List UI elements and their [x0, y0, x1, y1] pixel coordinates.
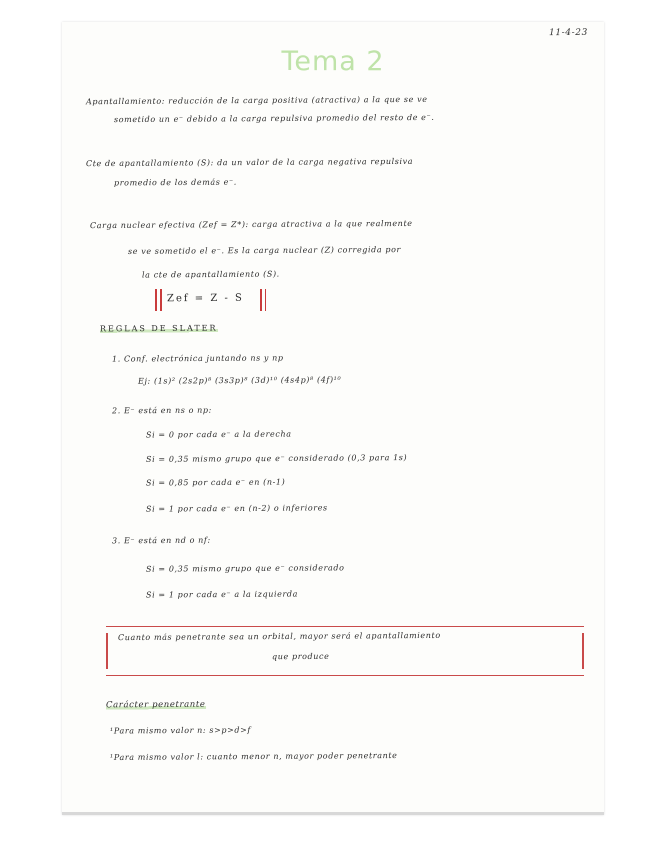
slater-rules-heading: REGLAS DE SLATER [99, 323, 218, 334]
slater-rule-2-d: Si = 1 por cada e⁻ en (n-2) o inferiores [145, 503, 328, 514]
penetrating-rule-same-n: ¹Para mismo valor n: s>p>d>f [109, 725, 252, 736]
apantallamiento-definition-line-1: Apantallamiento: reducción de la carga positiva (atractiva) a la que se ve [85, 94, 428, 107]
slater-rule-3-a: Si = 0,35 mismo grupo que e⁻ considerado [145, 563, 345, 574]
slater-rule-3-b: Si = 1 por cada e⁻ a la izquierda [145, 589, 299, 600]
slater-rule-2-b: Si = 0,35 mismo grupo que e⁻ considerado (0,3 para 1s) [145, 453, 408, 464]
penetrating-rule-same-l: ¹Para mismo valor l: cuanto menor n, mayor poder penetrante [109, 750, 398, 763]
penetration-note-line-2: que produce [271, 651, 330, 662]
slater-rule-1: 1. Conf. electrónica juntando ns y np [111, 353, 284, 364]
apantallamiento-definition-line-2: sometido un e⁻ debido a la carga repulsiva promedio del resto de e⁻. [113, 112, 435, 125]
carga-nuclear-efectiva-line-3: la cte de apantallamiento (S). [141, 269, 280, 280]
page-date: 11-4-23 [549, 27, 589, 39]
carga-nuclear-efectiva-line-2: se ve sometido el e⁻. Es la carga nuclear (Z) corregida por [127, 245, 401, 256]
penetration-note-line-1: Cuanto más penetrante sea un orbital, mayor será el apantallamiento [117, 630, 441, 643]
slater-rule-2-a: Si = 0 por cada e⁻ a la derecha [145, 429, 292, 440]
zef-formula: Zef = Z - S [166, 292, 244, 305]
notebook-page [62, 22, 604, 815]
carga-nuclear-efectiva-line-1: Carga nuclear efectiva (Zef = Z*): carga atractiva a la que realmente [89, 218, 413, 231]
penetrating-character-heading: Carácter penetrante [105, 699, 206, 711]
slater-rule-1-example: Ej: (1s)² (2s2p)⁸ (3s3p)⁸ (3d)¹⁰ (4s4p)⁸ (4f)¹⁰ [137, 375, 342, 386]
cte-apantallamiento-line-2: promedio de los demás e⁻. [113, 177, 237, 188]
page-title: Tema 2 [281, 46, 385, 77]
slater-rule-2-c: Si = 0,85 por cada e⁻ en (n-1) [145, 477, 286, 488]
slater-rule-3: 3. E⁻ está en nd o nf: [111, 535, 211, 546]
cte-apantallamiento-line-1: Cte de apantallamiento (S): da un valor de la carga negativa repulsiva [85, 156, 414, 169]
slater-rule-2: 2. E⁻ está en ns o np: [111, 405, 212, 416]
